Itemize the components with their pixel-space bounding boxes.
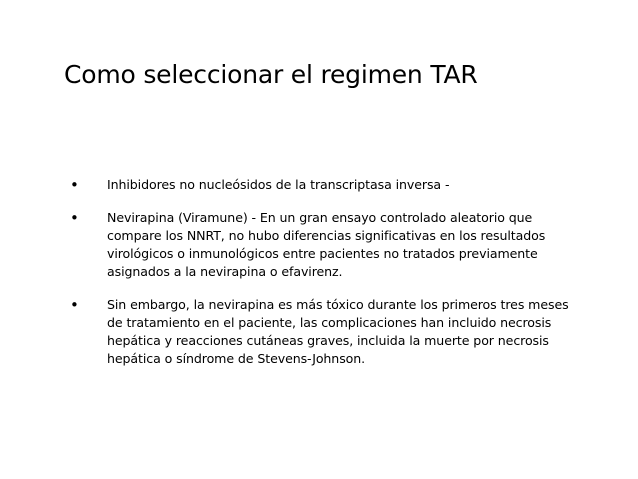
- bullet-dot-icon: •: [70, 209, 79, 227]
- bullet-dot-icon: •: [70, 296, 79, 314]
- bullet-text: Nevirapina (Viramune) - En un gran ensayo controlado aleatorio que compare los NNRT, no hubo diferencias significativas en los resultados virológicos o inmunológicos entre pacientes no tratados previamente asignados a la nevirapina o efavirenz.: [107, 210, 546, 279]
- bullet-item: [64, 176, 584, 194]
- bullet-text: Sin embargo, la nevirapina es más tóxico durante los primeros tres meses de tratamiento en el paciente, las complicaciones han incluido necrosis hepática y reacciones cutáneas graves, incluida la muerte por necrosis hepática o síndrome de Stevens-Johnson.: [107, 297, 569, 366]
- bullet-text: Inhibidores no nucleósidos de la transcriptasa inversa -: [107, 177, 450, 192]
- bullet-item: [64, 209, 584, 281]
- bullet-item: [64, 296, 584, 368]
- slide-title: Como seleccionar el regimen TAR: [64, 60, 478, 89]
- bullet-list: [64, 176, 584, 383]
- bullet-dot-icon: •: [70, 176, 79, 194]
